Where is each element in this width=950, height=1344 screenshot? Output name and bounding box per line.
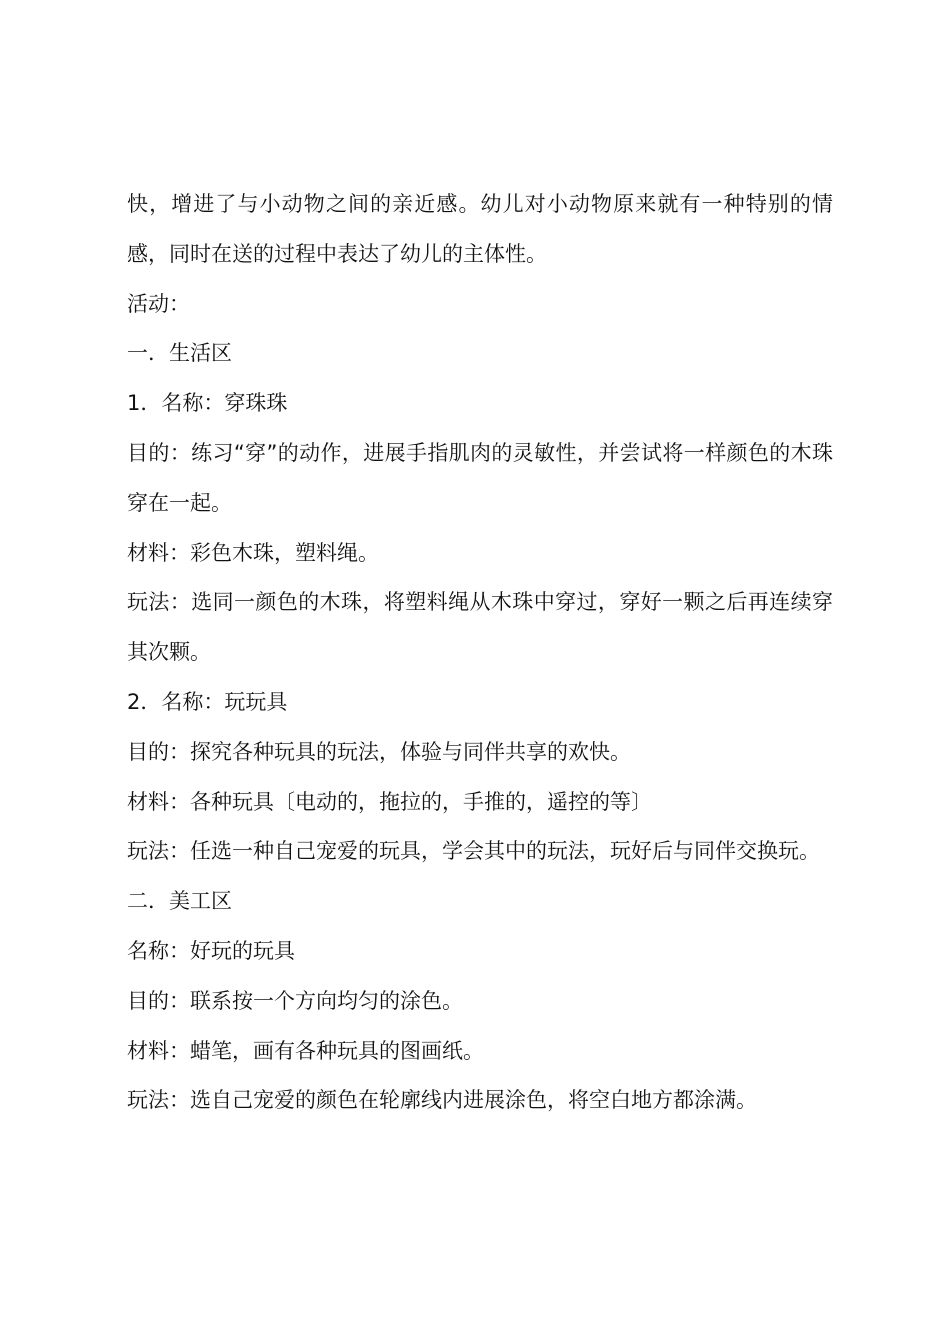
art-item-name: 名称：好玩的玩具	[127, 938, 295, 963]
art-item-materials: 材料：蜡笔，画有各种玩具的图画纸。	[127, 1038, 484, 1063]
item-1-goal: 目的：练习“穿”的动作，进展手指肌肉的灵敏性，并尝试将一样颜色的木珠穿在一起。	[127, 440, 833, 515]
art-item-play: 玩法：选自己宠爱的颜色在轮廓线内进展涂色，将空白地方都涂满。	[127, 1088, 757, 1113]
item-1-name: 1．名称：穿珠珠	[127, 391, 288, 416]
art-item-goal: 目的：联系按一个方向均匀的涂色。	[127, 988, 463, 1013]
paragraph-activity-heading: 活动：	[127, 291, 190, 316]
section-heading-life-area: 一．生活区	[127, 341, 232, 366]
document-body	[127, 180, 833, 1126]
item-2-play: 玩法：任选一种自己宠爱的玩具，学会其中的玩法，玩好后与同伴交换玩。	[127, 839, 820, 864]
item-2-name: 2．名称：玩玩具	[127, 689, 288, 714]
item-1-play: 玩法：选同一颜色的木珠，将塑料绳从木珠中穿过，穿好一颗之后再连续穿其次颗。	[127, 590, 833, 665]
paragraph-intro: 快，增进了与小动物之间的亲近感。幼儿对小动物原来就有一种特别的情感，同时在送的过程中表达了幼儿的主体性。	[127, 192, 833, 266]
item-1-materials: 材料：彩色木珠，塑料绳。	[127, 540, 379, 565]
item-2-materials: 材料：各种玩具〔电动的，拖拉的，手推的，遥控的等〕	[127, 789, 652, 814]
section-heading-art-area: 二．美工区	[127, 889, 232, 914]
item-2-goal: 目的：探究各种玩具的玩法，体验与同伴共享的欢快。	[127, 739, 631, 764]
